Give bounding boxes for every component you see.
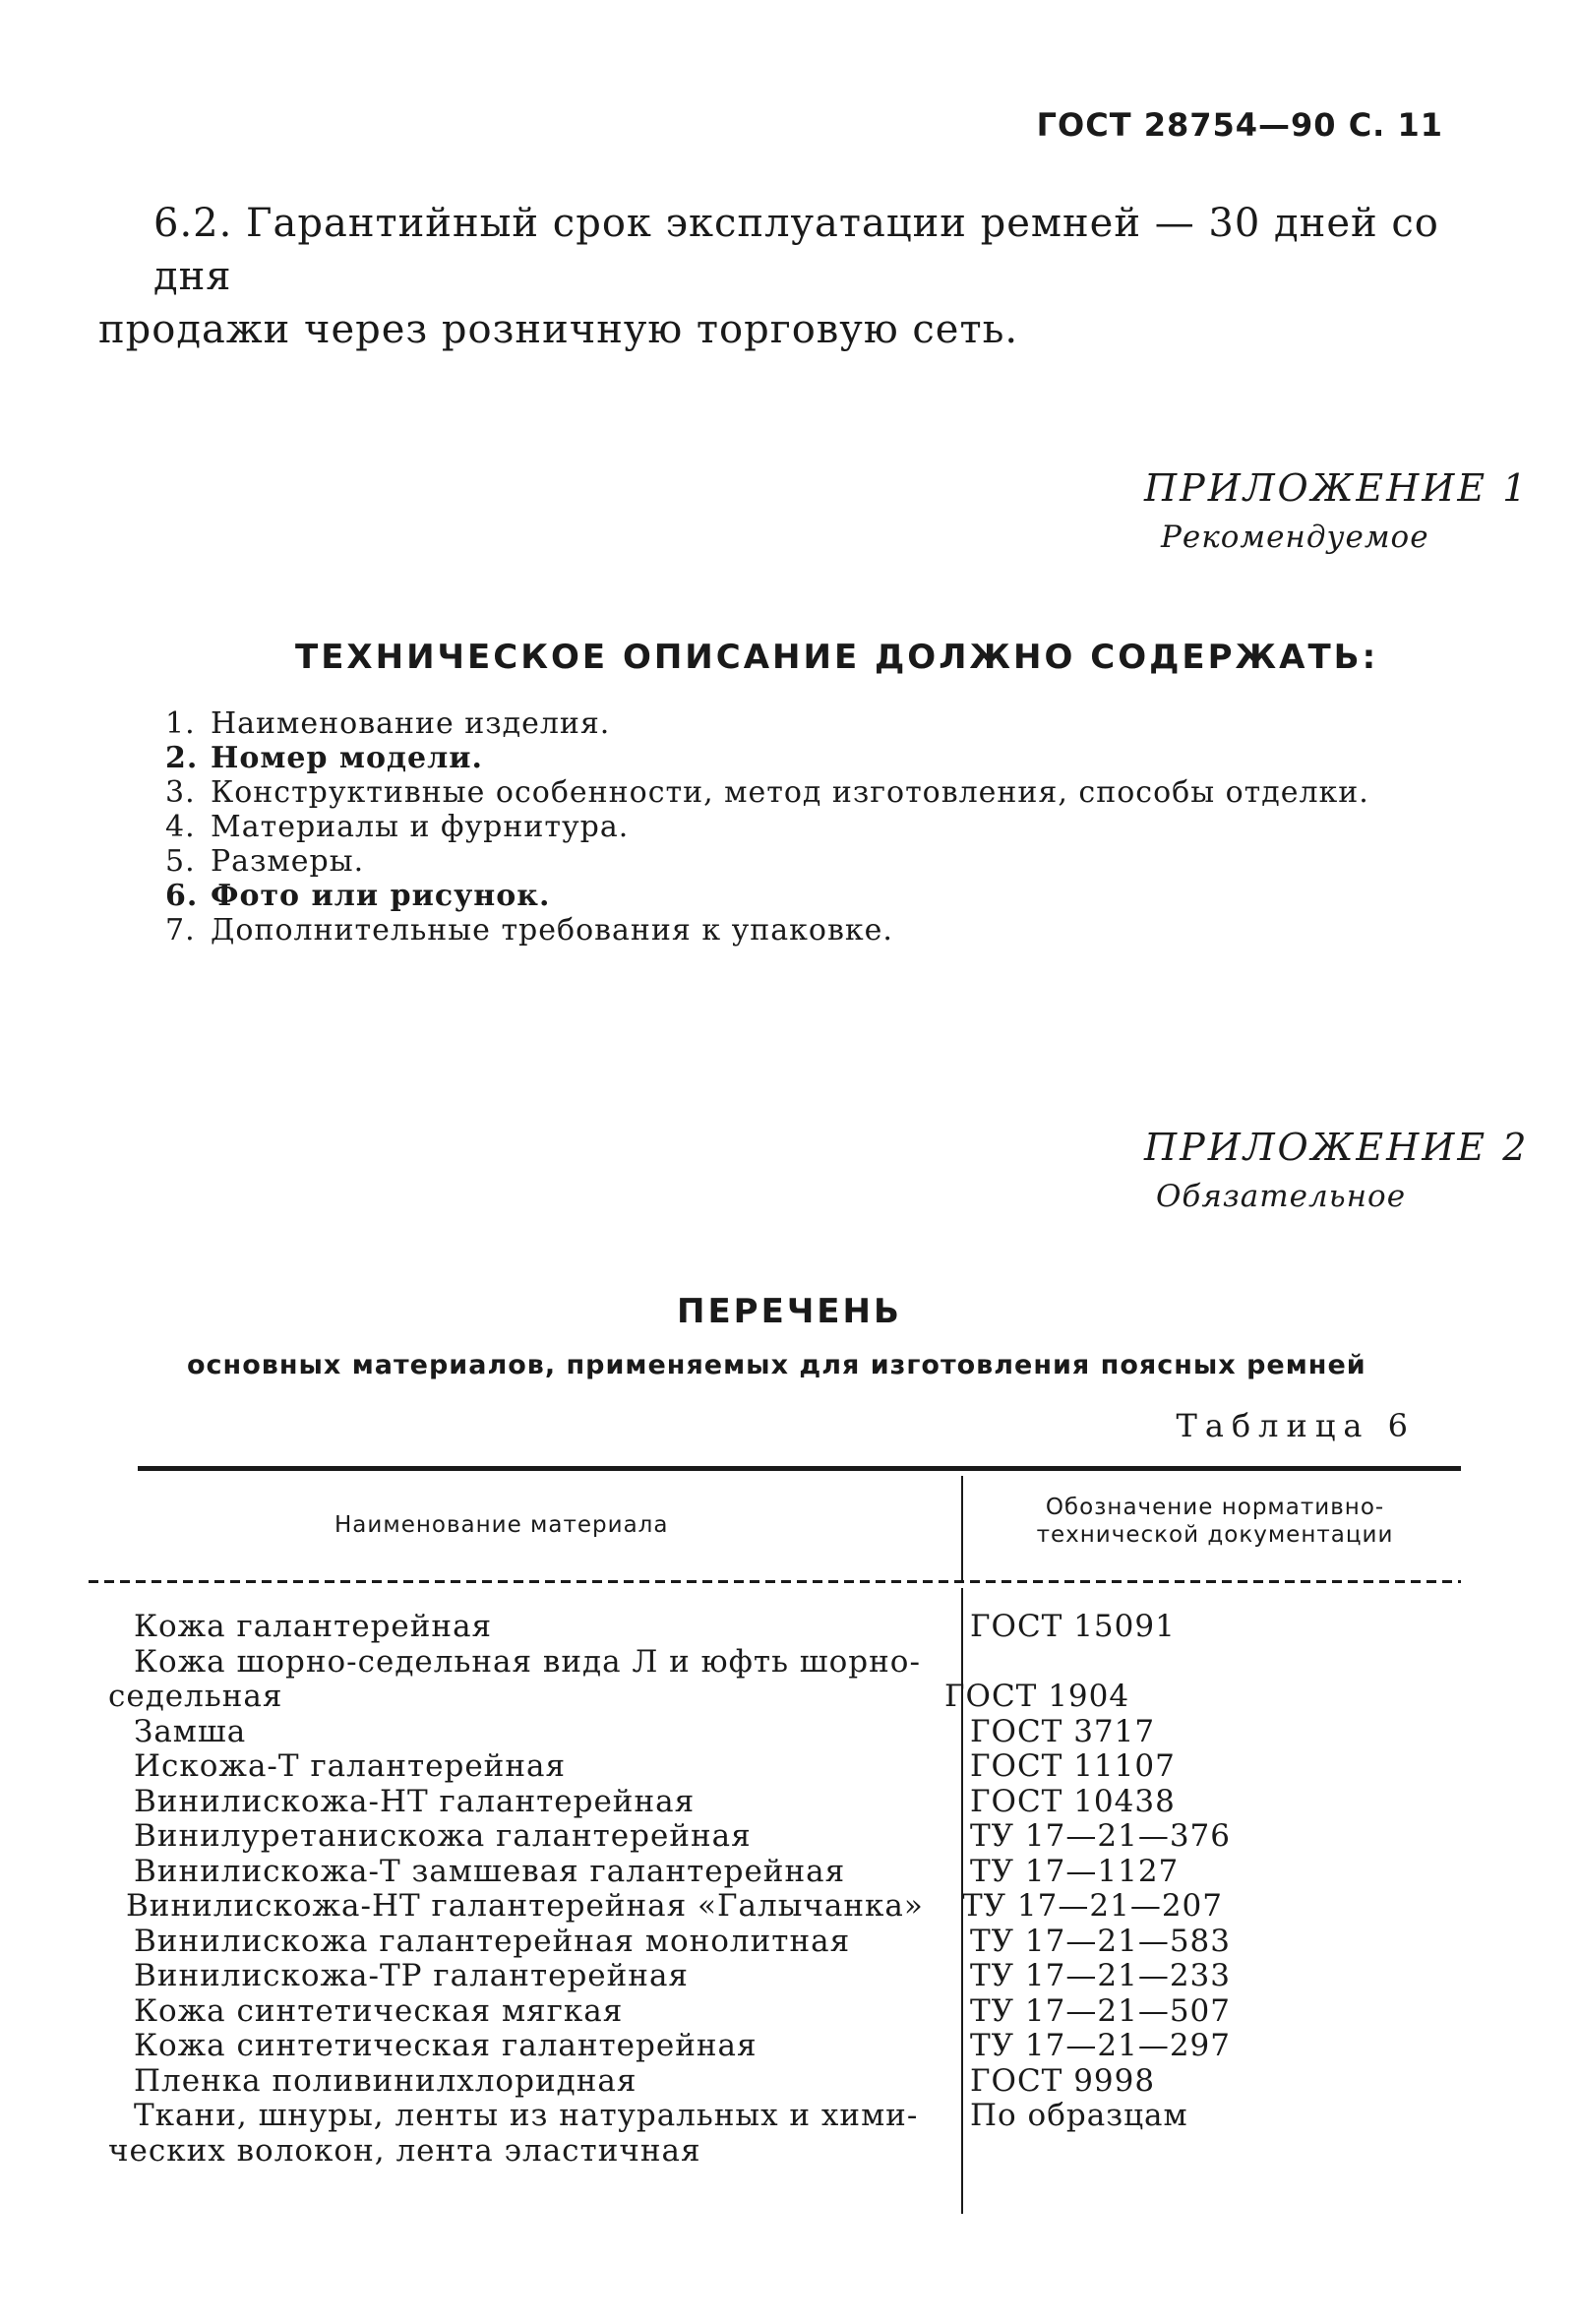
appendix-1-heading: ТЕХНИЧЕСКОЕ ОПИСАНИЕ ДОЛЖНО СОДЕРЖАТЬ: bbox=[295, 638, 1379, 677]
material-name: ческих волокон, лента эластичная bbox=[108, 2132, 701, 2169]
material-name: Ткани, шнуры, ленты из натуральных и хими- bbox=[134, 2098, 919, 2133]
appendix-1-status: Рекомендуемое bbox=[1161, 520, 1429, 555]
table-header-separator bbox=[961, 1476, 963, 1582]
table-row bbox=[108, 1819, 1466, 1855]
material-name: Винилискожа-НТ галантерейная «Галычанка» bbox=[126, 1888, 924, 1924]
list-item bbox=[165, 741, 1444, 775]
table-label: Таблица 6 bbox=[1176, 1407, 1416, 1444]
material-name: Винилискожа галантерейная монолитная bbox=[134, 1923, 851, 1959]
list-item-number: 3. bbox=[165, 775, 196, 810]
list-item-text: Номер модели. bbox=[211, 741, 483, 775]
table-row bbox=[108, 1680, 1466, 1715]
list-item bbox=[165, 810, 1444, 844]
column-header-document bbox=[999, 1494, 1431, 1549]
list-item-text: Наименование изделия. bbox=[211, 706, 611, 741]
column-header-document-line-1: Обозначение нормативно- bbox=[1045, 1495, 1385, 1520]
material-name: Замша bbox=[134, 1713, 247, 1749]
table-row bbox=[108, 2134, 1466, 2170]
appendix-1-title: ПРИЛОЖЕНИЕ 1 bbox=[1144, 466, 1530, 510]
list-item bbox=[165, 775, 1444, 810]
material-doc: ТУ 17—1127 bbox=[970, 1853, 1180, 1889]
list-item-number: 7. bbox=[165, 913, 196, 948]
table-row bbox=[108, 1994, 1466, 2030]
list-item-text: Дополнительные требования к упаковке. bbox=[211, 913, 893, 948]
clause-6-2 bbox=[98, 197, 1446, 356]
list-item-text: Размеры. bbox=[211, 844, 365, 879]
list-item bbox=[165, 706, 1444, 741]
material-doc: ТУ 17—21—583 bbox=[970, 1923, 1231, 1959]
clause-line-2: продажи через розничную торговую сеть. bbox=[98, 307, 1019, 352]
material-name: Винилискожа-ТР галантерейная bbox=[134, 1958, 689, 1993]
table-row bbox=[108, 1645, 1466, 1681]
table-row bbox=[108, 1889, 1466, 1925]
standard-reference: ГОСТ 28754—90 С. 11 bbox=[1036, 106, 1443, 144]
material-name: Винилискожа-НТ галантерейная bbox=[134, 1783, 696, 1819]
list-item-text: Фото или рисунок. bbox=[211, 879, 551, 913]
material-doc: ТУ 17—21—507 bbox=[970, 1992, 1231, 2029]
material-name: Кожа галантерейная bbox=[134, 1609, 493, 1644]
list-item-number: 5. bbox=[165, 844, 196, 879]
table-row bbox=[108, 2029, 1466, 2064]
table-row bbox=[108, 1925, 1466, 1960]
list-item-text: Конструктивные особенности, метод изготовления, способы отделки. bbox=[211, 775, 1369, 810]
material-doc: По образцам bbox=[970, 2098, 1188, 2133]
material-doc: ГОСТ 11107 bbox=[970, 1748, 1176, 1784]
table-row bbox=[108, 1715, 1466, 1750]
table-row bbox=[108, 1785, 1466, 1820]
list-item-number: 1. bbox=[165, 706, 196, 741]
column-header-material: Наименование материала bbox=[334, 1512, 669, 1538]
material-name: Кожа синтетическая мягкая bbox=[134, 1992, 624, 2029]
list-item bbox=[165, 844, 1444, 879]
table-row bbox=[108, 1855, 1466, 1890]
appendix-2-subtitle: основных материалов, применяемых для изготовления поясных ремней bbox=[187, 1350, 1366, 1380]
table-top-rule bbox=[138, 1466, 1461, 1471]
table-header-rule bbox=[89, 1580, 1461, 1583]
material-name: седельная bbox=[108, 1679, 283, 1714]
material-doc: ТУ 17—21—233 bbox=[970, 1958, 1231, 1993]
table-row bbox=[108, 1610, 1466, 1645]
material-name: Пленка поливинилхлоридная bbox=[134, 2062, 637, 2099]
list-item-number: 6. bbox=[165, 879, 199, 913]
material-doc: ГОСТ 10438 bbox=[970, 1783, 1176, 1819]
material-doc: ГОСТ 1904 bbox=[944, 1679, 1130, 1714]
appendix-2-title: ПРИЛОЖЕНИЕ 2 bbox=[1144, 1126, 1530, 1169]
list-item-number: 2. bbox=[165, 741, 199, 775]
list-item bbox=[165, 879, 1444, 913]
material-name: Винилуретанискожа галантерейная bbox=[134, 1818, 752, 1854]
list-item-number: 4. bbox=[165, 810, 196, 844]
table-row bbox=[108, 2099, 1466, 2134]
material-doc: ТУ 17—21—297 bbox=[970, 2028, 1231, 2063]
table-row bbox=[108, 1959, 1466, 1994]
appendix-2-status: Обязательное bbox=[1156, 1179, 1407, 1214]
appendix-1-list bbox=[165, 706, 1444, 948]
material-doc: ТУ 17—21—376 bbox=[970, 1818, 1231, 1854]
appendix-2-heading: ПЕРЕЧЕНЬ bbox=[677, 1292, 902, 1331]
clause-line-1: 6.2. Гарантийный срок эксплуатации ремней — 30 дней со дня bbox=[153, 201, 1439, 299]
material-name: Кожа шорно-седельная вида Л и юфть шорно- bbox=[134, 1643, 921, 1680]
materials-table-body bbox=[108, 1610, 1466, 2169]
material-doc: ТУ 17—21—207 bbox=[962, 1888, 1223, 1924]
material-name: Искожа-Т галантерейная bbox=[134, 1748, 567, 1784]
material-doc: ГОСТ 9998 bbox=[970, 2062, 1156, 2099]
list-item-text: Материалы и фурнитура. bbox=[211, 810, 630, 844]
material-doc: ГОСТ 15091 bbox=[970, 1609, 1176, 1644]
table-row bbox=[108, 2064, 1466, 2100]
material-doc: ГОСТ 3717 bbox=[970, 1713, 1156, 1749]
table-row bbox=[108, 1749, 1466, 1785]
column-header-document-line-2: технической документации bbox=[1036, 1522, 1394, 1548]
material-name: Винилискожа-Т замшевая галантерейная bbox=[134, 1853, 846, 1889]
list-item bbox=[165, 913, 1444, 948]
material-name: Кожа синтетическая галантерейная bbox=[134, 2028, 758, 2063]
